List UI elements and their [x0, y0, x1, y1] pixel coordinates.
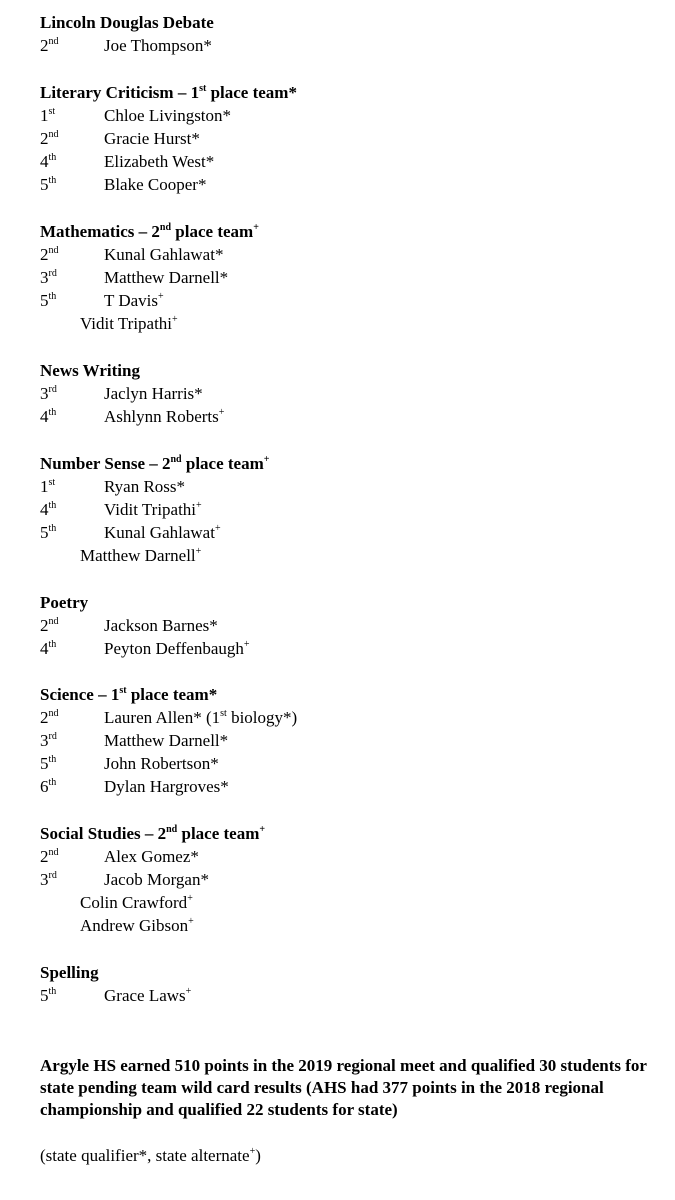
section-heading: Science – 1st place team*	[40, 685, 218, 704]
result-row: 3rd Matthew Darnell*	[40, 268, 229, 287]
result-row: 2nd Lauren Allen* (1st biology*)	[40, 708, 298, 727]
section-heading: Number Sense – 2nd place team+	[40, 454, 270, 473]
summary-paragraph: Argyle HS earned 510 points in the 2019 regional meet and qualified 30 students for state pending team wild card results (AHS had 377 points in the 2018 regional championship and qualified 22 students for state)	[40, 1056, 647, 1119]
section-science	[40, 683, 645, 798]
result-row: 1st Chloe Livingston*	[40, 106, 232, 125]
result-row: 2nd Gracie Hurst*	[40, 129, 200, 148]
result-row: Colin Crawford+	[80, 893, 193, 912]
section-heading: Poetry	[40, 593, 89, 612]
result-row: 5th Blake Cooper*	[40, 175, 207, 194]
result-row: Vidit Tripathi+	[80, 314, 178, 333]
result-row: 3rd Jacob Morgan*	[40, 870, 209, 889]
section-mathematics	[40, 220, 645, 335]
section-heading: Literary Criticism – 1st place team*	[40, 83, 297, 102]
section-heading: Spelling	[40, 963, 99, 982]
section-heading: Lincoln Douglas Debate	[40, 13, 214, 32]
result-row: 1st Ryan Ross*	[40, 477, 186, 496]
result-row: 4th Peyton Deffenbaugh+	[40, 639, 250, 658]
result-row: 5th Kunal Gahlawat+	[40, 523, 221, 542]
result-row: 4th Ashlynn Roberts+	[40, 407, 225, 426]
section-lincoln-douglas	[40, 11, 645, 57]
section-literary-criticism	[40, 81, 645, 196]
section-number-sense	[40, 452, 645, 567]
result-row: 4th Vidit Tripathi+	[40, 500, 202, 519]
section-spelling	[40, 961, 645, 1007]
legend-note: (state qualifier*, state alternate+)	[40, 1146, 261, 1165]
section-heading: News Writing	[40, 361, 140, 380]
result-row: 3rd Matthew Darnell*	[40, 731, 229, 750]
result-row: Andrew Gibson+	[80, 916, 194, 935]
result-row: 2nd Kunal Gahlawat*	[40, 245, 224, 264]
section-poetry	[40, 591, 645, 660]
section-social-studies	[40, 822, 645, 937]
result-row: 3rd Jaclyn Harris*	[40, 384, 203, 403]
result-row: 2nd Joe Thompson*	[40, 36, 212, 55]
section-heading: Mathematics – 2nd place team+	[40, 222, 259, 241]
section-heading: Social Studies – 2nd place team+	[40, 824, 266, 843]
result-row: 6th Dylan Hargroves*	[40, 777, 229, 796]
result-row: 5th John Robertson*	[40, 754, 219, 773]
result-row: 2nd Alex Gomez*	[40, 847, 199, 866]
result-row: Matthew Darnell+	[80, 546, 202, 565]
section-news-writing	[40, 359, 645, 428]
result-row: 5th T Davis+	[40, 291, 164, 310]
result-row: 5th Grace Laws+	[40, 986, 192, 1005]
result-row: 2nd Jackson Barnes*	[40, 616, 218, 635]
result-row: 4th Elizabeth West*	[40, 152, 215, 171]
